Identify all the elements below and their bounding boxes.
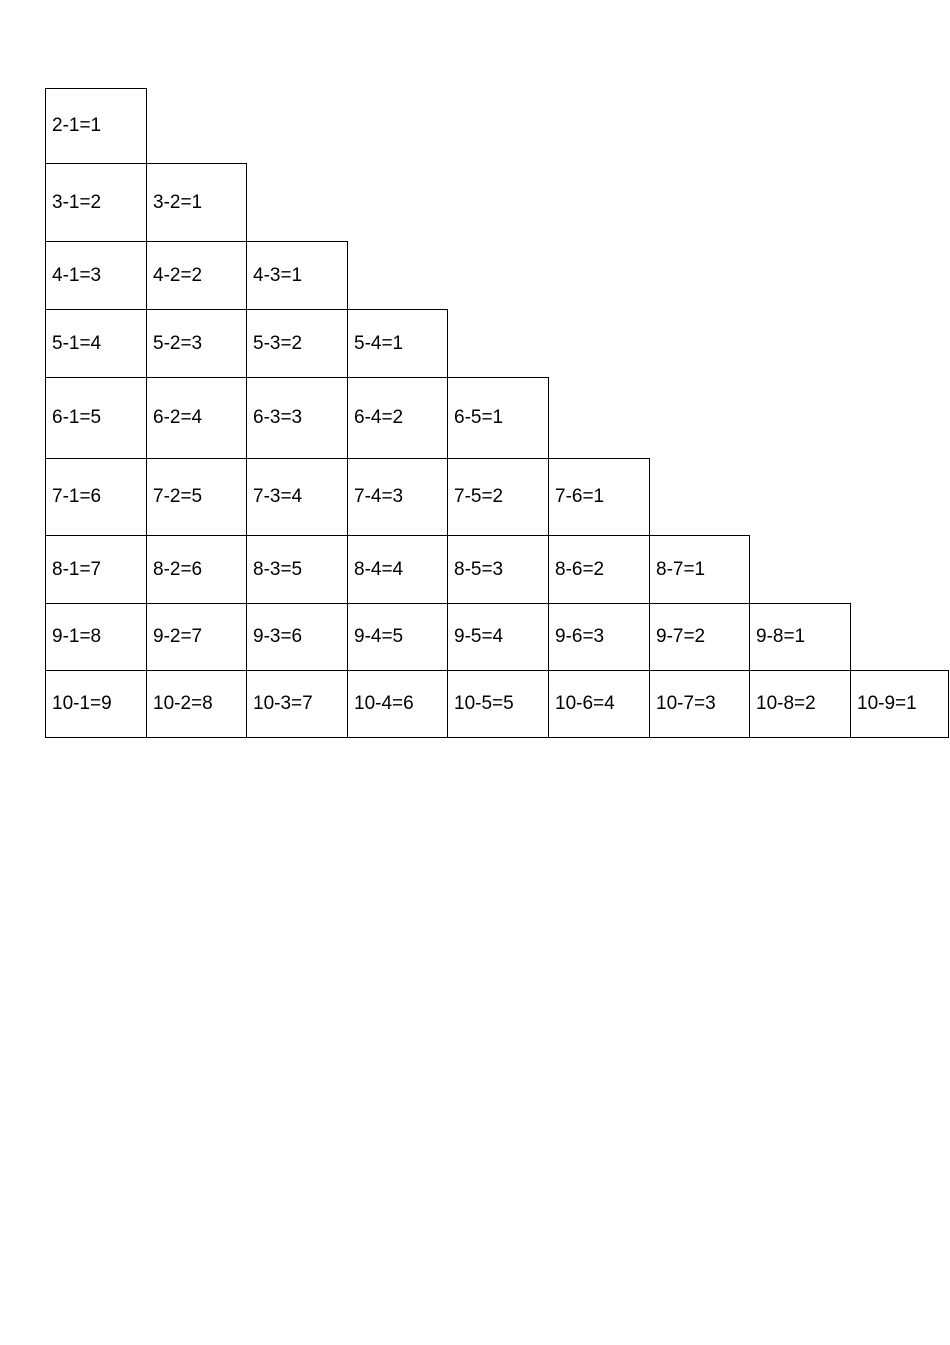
- table-cell: 4-1=3: [45, 241, 147, 310]
- table-cell: 8-2=6: [146, 535, 247, 604]
- table-cell: 3-1=2: [45, 163, 147, 242]
- table-cell: 9-2=7: [146, 603, 247, 671]
- table-cell: 8-6=2: [548, 535, 650, 604]
- table-cell: 10-3=7: [246, 670, 348, 738]
- table-cell: 10-7=3: [649, 670, 750, 738]
- table-cell: 6-3=3: [246, 377, 348, 459]
- table-cell: 7-6=1: [548, 458, 650, 536]
- table-cell: 4-3=1: [246, 241, 348, 310]
- table-cell: 8-3=5: [246, 535, 348, 604]
- table-cell: 9-1=8: [45, 603, 147, 671]
- table-cell: 10-5=5: [447, 670, 549, 738]
- table-cell: 10-8=2: [749, 670, 851, 738]
- table-cell: 10-6=4: [548, 670, 650, 738]
- table-cell: 9-8=1: [749, 603, 851, 671]
- table-cell: 9-4=5: [347, 603, 448, 671]
- table-cell: 9-7=2: [649, 603, 750, 671]
- table-cell: 8-7=1: [649, 535, 750, 604]
- table-cell: 8-5=3: [447, 535, 549, 604]
- table-cell: 4-2=2: [146, 241, 247, 310]
- table-cell: 10-4=6: [347, 670, 448, 738]
- table-cell: 8-4=4: [347, 535, 448, 604]
- table-cell: 10-9=1: [850, 670, 949, 738]
- table-cell: 5-3=2: [246, 309, 348, 378]
- table-cell: 3-2=1: [146, 163, 247, 242]
- table-cell: 6-1=5: [45, 377, 147, 459]
- table-cell: 9-6=3: [548, 603, 650, 671]
- table-cell: 9-5=4: [447, 603, 549, 671]
- table-cell: 7-4=3: [347, 458, 448, 536]
- table-cell: 9-3=6: [246, 603, 348, 671]
- table-cell: 8-1=7: [45, 535, 147, 604]
- table-cell: 6-2=4: [146, 377, 247, 459]
- table-cell: 5-2=3: [146, 309, 247, 378]
- table-cell: 5-4=1: [347, 309, 448, 378]
- table-cell: 6-4=2: [347, 377, 448, 459]
- table-cell: 10-2=8: [146, 670, 247, 738]
- table-cell: 10-1=9: [45, 670, 147, 738]
- table-cell: 2-1=1: [45, 88, 147, 164]
- table-cell: 7-1=6: [45, 458, 147, 536]
- table-cell: 7-5=2: [447, 458, 549, 536]
- table-cell: 7-2=5: [146, 458, 247, 536]
- table-cell: 5-1=4: [45, 309, 147, 378]
- table-cell: 7-3=4: [246, 458, 348, 536]
- table-cell: 6-5=1: [447, 377, 549, 459]
